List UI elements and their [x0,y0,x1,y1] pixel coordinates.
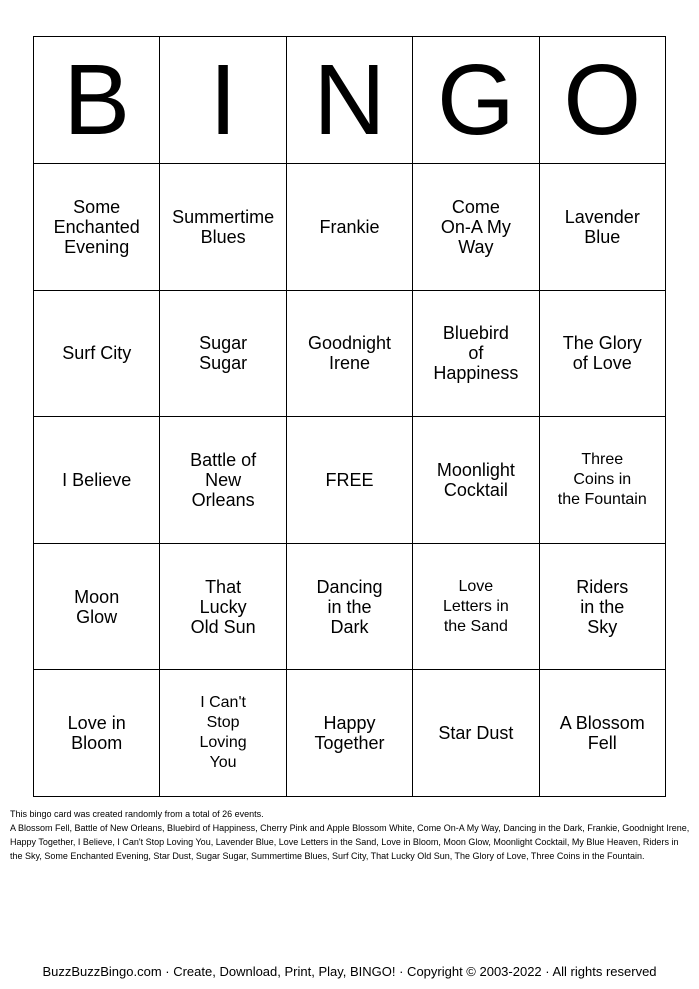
cell-text: Moonlight Cocktail [436,459,515,500]
bingo-cell [413,543,539,670]
header-letter-text: N [313,44,386,156]
cell-text: Three Coins in the Fountain [557,450,647,508]
event-list: A Blossom Fell, Battle of New Orleans, Bluebird of Happiness, Cherry Pink and Apple Blossom White, Come On-A My Way, Dancing in the Dark, Frankie, Goodnight Irene, Happy Together, I Believe, I Can't Stop Loving You, Lavender Blue, Love Letters in the Sand, Love in Bloom, Moon Glow, Moonlight Cocktail, My Blue Heaven, Riders in the Sky, Some Enchanted Evening, Star Dust, Sugar Sugar, Summertime Blues, Surf City, That Lucky Old Sun, The Glory of Love, Three Coins in the Fountain. [10,823,690,861]
bingo-row-3 [34,417,666,544]
cell-text: Star Dust [438,723,514,744]
header-letter-text: G [436,44,515,156]
bingo-cell [539,417,665,544]
bingo-cell [34,290,160,417]
cell-text: Surf City [62,343,132,364]
header-letter-o [539,37,665,164]
bingo-cell [34,543,160,670]
bingo-row-4 [34,543,666,670]
bingo-cell [539,290,665,417]
cell-text: Goodnight Irene [307,333,392,374]
bingo-cell [34,164,160,291]
cell-text: Love Letters in the Sand [442,577,509,635]
bingo-cell [413,670,539,797]
header-letter-b [34,37,160,164]
bingo-cell [413,417,539,544]
bingo-header-row [34,37,666,164]
bingo-card [33,36,666,797]
event-list-note [10,807,692,863]
bingo-cell [286,543,412,670]
cell-text: A Blossom Fell [559,713,645,754]
bingo-row-5 [34,670,666,797]
bingo-cell [286,164,412,291]
cell-text: I Can't Stop Loving You [199,694,247,772]
cell-text: Battle of New Orleans [190,449,257,510]
bingo-cell [539,670,665,797]
bingo-cell-free [286,417,412,544]
event-summary: This bingo card was created randomly from a total of 26 events. [10,809,264,819]
bingo-cell [286,290,412,417]
bingo-cell [160,164,286,291]
cell-text: Riders in the Sky [576,576,629,637]
cell-text: Frankie [319,216,380,237]
cell-text: Moon Glow [74,586,120,627]
cell-text: Bluebird of Happiness [433,323,519,384]
header-letter-n [286,37,412,164]
bingo-cell [539,164,665,291]
bingo-cell [34,417,160,544]
cell-text: Come On-A My Way [440,196,511,257]
bingo-cell [286,670,412,797]
cell-text: The Glory of Love [562,333,642,374]
bingo-cell [160,670,286,797]
cell-text: Some Enchanted Evening [53,196,140,257]
header-letter-text: B [63,44,131,156]
header-letter-text: I [209,44,237,156]
cell-text: Happy Together [314,713,385,754]
cell-text: I Believe [62,469,132,490]
bingo-cell [413,164,539,291]
cell-text: Lavender Blue [564,206,640,247]
bingo-cell [160,290,286,417]
header-letter-text: O [563,44,642,156]
free-space-text: FREE [325,469,374,490]
bingo-cell [34,670,160,797]
bingo-row-1 [34,164,666,291]
header-letter-g [413,37,539,164]
cell-text: Summertime Blues [172,206,275,247]
copyright-footer: BuzzBuzzBingo.com · Create, Download, Print, Play, BINGO! · Copyright © 2003-2022 · All rights reserved [42,964,657,979]
bingo-cell [160,543,286,670]
cell-text: Love in Bloom [67,713,126,754]
bingo-cell [413,290,539,417]
bingo-cell [160,417,286,544]
cell-text: That Lucky Old Sun [190,576,256,637]
cell-text: Dancing in the Dark [316,576,383,637]
bingo-row-2 [34,290,666,417]
header-letter-i [160,37,286,164]
cell-text: Sugar Sugar [199,333,248,374]
bingo-cell [539,543,665,670]
